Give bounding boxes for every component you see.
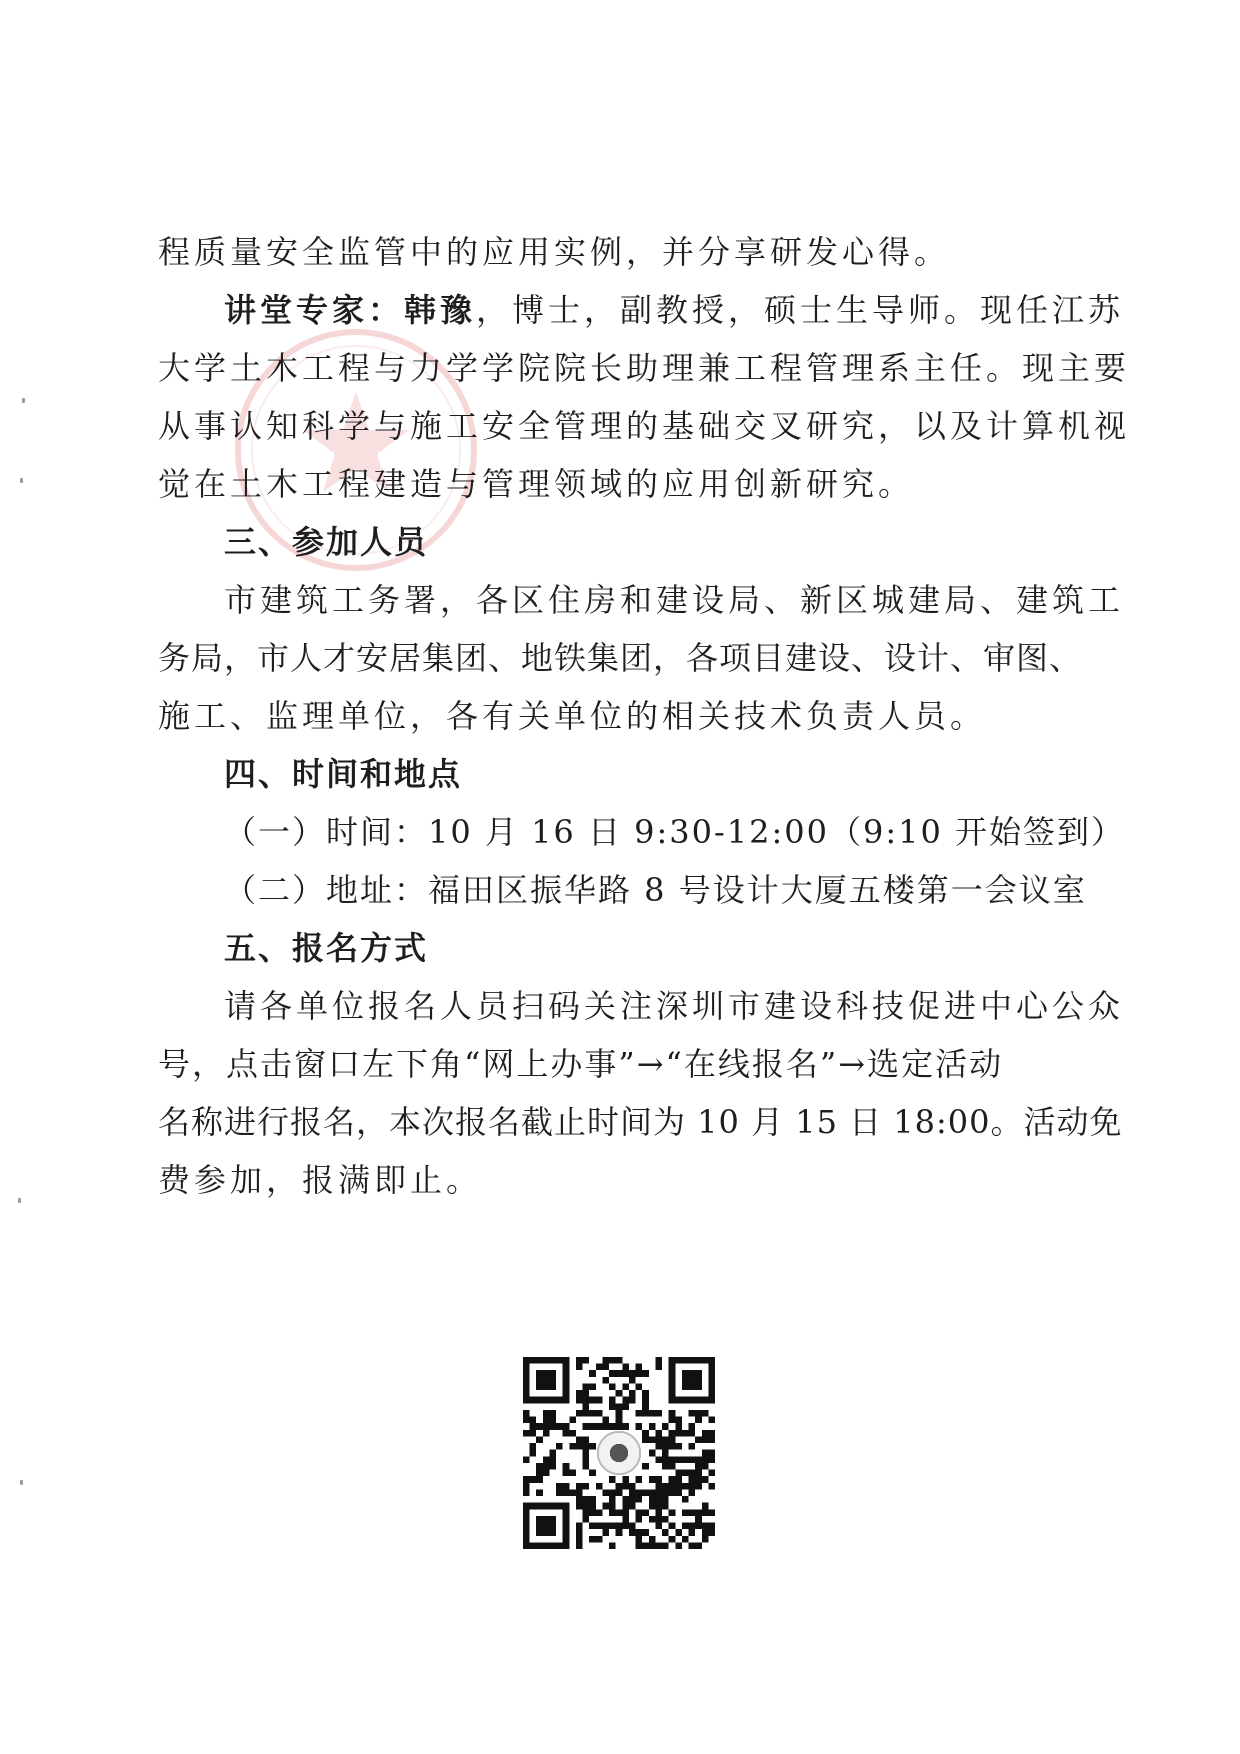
qr-code-icon[interactable] [523, 1357, 715, 1549]
event-time: （一）时间：10 月 16 日 9:30-12:00（9:10 开始签到） [224, 813, 1126, 851]
expert-label: 讲堂专家： [224, 291, 405, 329]
expert-name: 韩豫 [404, 291, 477, 329]
section-heading-time-place: 四、时间和地点 [224, 755, 463, 793]
scan-speck [20, 1480, 23, 1485]
paragraph-line: 程质量安全监管中的应用实例，并分享研发心得。 [158, 233, 951, 271]
expert-intro: ，博士，副教授，硕士生导师。现任江苏 [476, 291, 1125, 329]
paragraph-line: 号，点击窗口左下角“网上办事”→“在线报名”→选定活动 [158, 1045, 1004, 1083]
scan-speck [18, 1198, 21, 1203]
paragraph-line: 觉在土木工程建造与管理领域的应用创新研究。 [158, 465, 915, 503]
scan-speck [20, 478, 23, 483]
paragraph-line: 费参加，报满即止。 [158, 1161, 483, 1199]
expert-paragraph-line [224, 290, 1125, 330]
paragraph-line: 大学土木工程与力学学院院长助理兼工程管理系主任。现主要 [158, 349, 1131, 387]
paragraph-line: 施工、监理单位，各有关单位的相关技术负责人员。 [158, 697, 987, 735]
paragraph-line: 市建筑工务署，各区住房和建设局、新区城建局、建筑工 [224, 581, 1125, 619]
paragraph-line: 务局，市人才安居集团、地铁集团，各项目建设、设计、审图、 [158, 639, 1083, 677]
paragraph-line: 名称进行报名，本次报名截止时间为 10 月 15 日 18:00。活动免 [158, 1103, 1123, 1141]
paragraph-line: 请各单位报名人员扫码关注深圳市建设科技促进中心公众 [224, 987, 1125, 1025]
section-heading-registration: 五、报名方式 [224, 929, 429, 967]
event-address: （二）地址：福田区振华路 8 号设计大厦五楼第一会议室 [224, 871, 1087, 909]
scan-speck [22, 398, 25, 403]
paragraph-line: 从事认知科学与施工安全管理的基础交叉研究，以及计算机视 [158, 407, 1131, 445]
section-heading-participants: 三、参加人员 [224, 523, 429, 561]
